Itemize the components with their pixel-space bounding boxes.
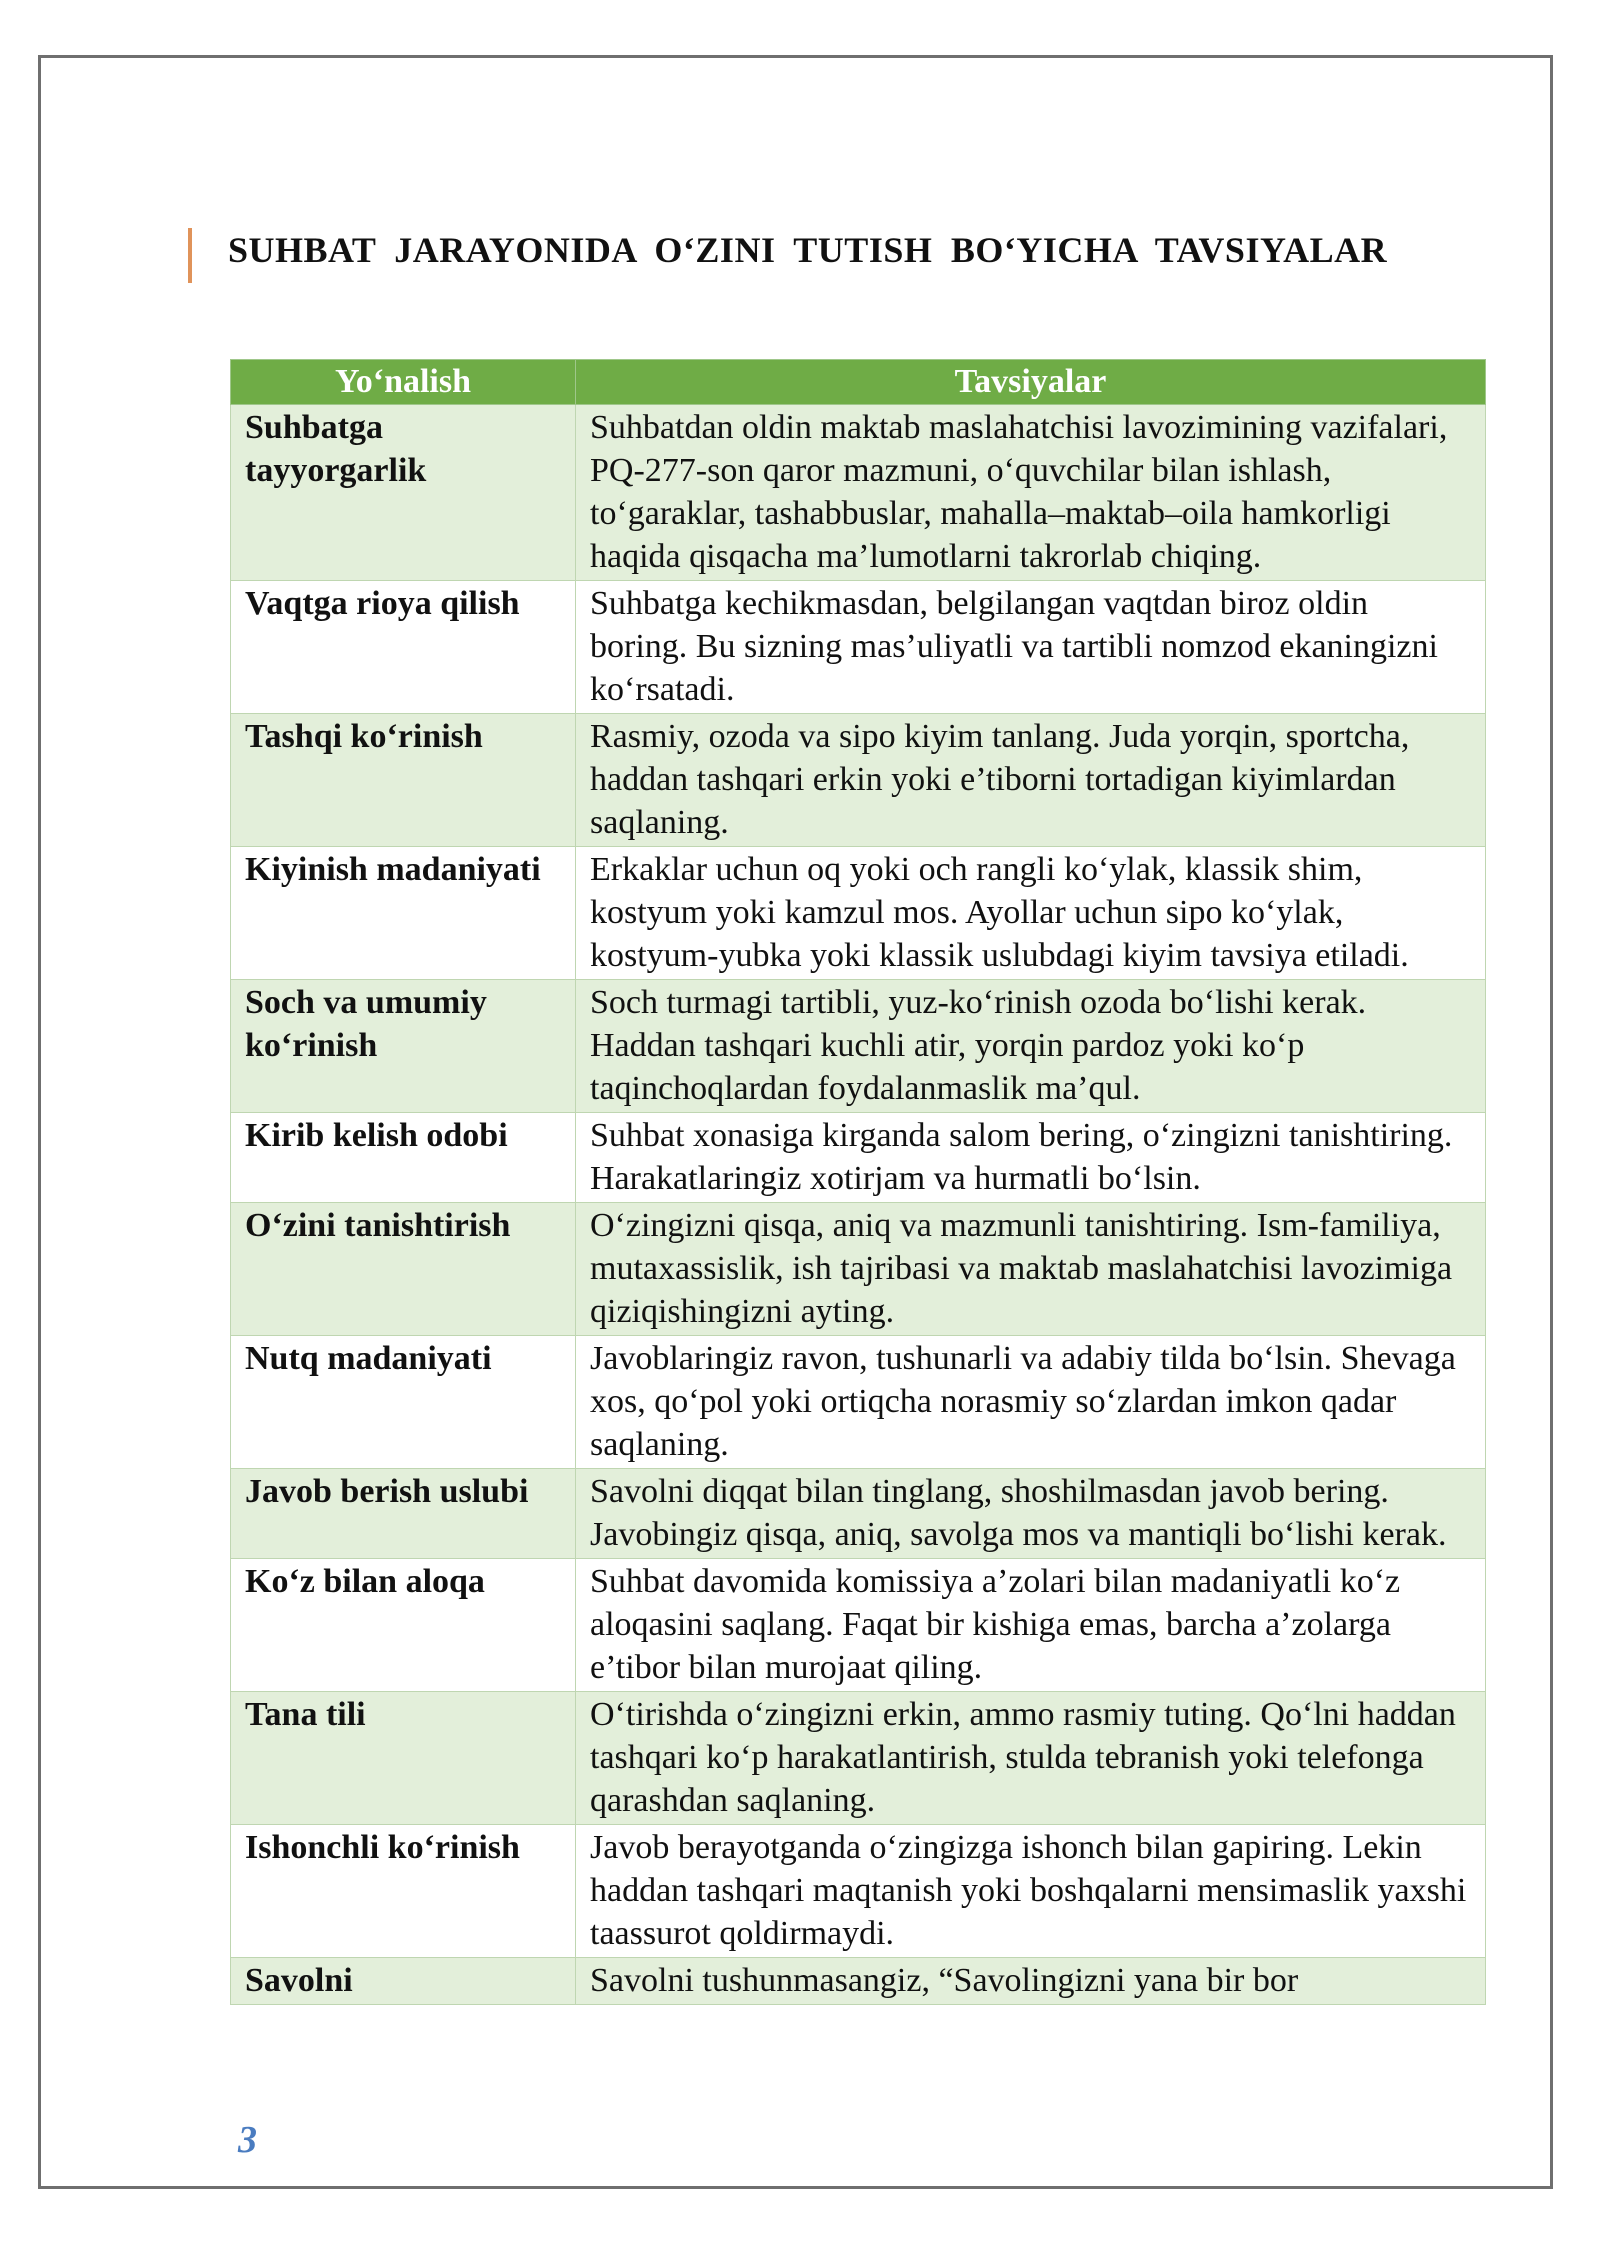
row-label: Soch va umumiy ko‘rinish [231, 980, 576, 1113]
row-label: Vaqtga rioya qilish [231, 581, 576, 714]
row-label: Tana tili [231, 1692, 576, 1825]
row-text: Savolni diqqat bilan tinglang, shoshilmasdan javob bering. Javobingiz qisqa, aniq, savolga mos va mantiqli bo‘lishi kerak. [576, 1469, 1486, 1559]
table-row [231, 1113, 1486, 1203]
row-text: O‘zingizni qisqa, aniq va mazmunli tanishtiring. Ism-familiya, mutaxassislik, ish tajribasi va maktab maslahatchisi lavozimiga qiziqishingizni ayting. [576, 1203, 1486, 1336]
row-label: Javob berish uslubi [231, 1469, 576, 1559]
row-label: Kiyinish madaniyati [231, 847, 576, 980]
column-header-recommendations: Tavsiyalar [576, 360, 1486, 405]
table-row [231, 1559, 1486, 1692]
row-text: Javoblaringiz ravon, tushunarli va adabiy tilda bo‘lsin. Shevaga xos, qo‘pol yoki ortiqcha norasmiy so‘zlardan imkon qadar saqlaning. [576, 1336, 1486, 1469]
row-text: Suhbat davomida komissiya a’zolari bilan madaniyatli ko‘z aloqasini saqlang. Faqat bir kishiga emas, barcha a’zolarga e’tibor bilan murojaat qiling. [576, 1559, 1486, 1692]
table-row [231, 1825, 1486, 1958]
table-row [231, 847, 1486, 980]
table-row [231, 980, 1486, 1113]
row-label: O‘zini tanishtirish [231, 1203, 576, 1336]
page-number: 3 [238, 2119, 257, 2161]
row-text: Savolni tushunmasangiz, “Savolingizni yana bir bor [576, 1958, 1486, 2005]
row-text: Suhbatga kechikmasdan, belgilangan vaqtdan biroz oldin boring. Bu sizning mas’uliyatli va tartibli nomzod ekaningizni ko‘rsatadi. [576, 581, 1486, 714]
row-text: Suhbat xonasiga kirganda salom bering, o‘zingizni tanishtiring. Harakatlaringiz xotirjam va hurmatli bo‘lsin. [576, 1113, 1486, 1203]
row-text: Rasmiy, ozoda va sipo kiyim tanlang. Juda yorqin, sportcha, haddan tashqari erkin yoki e’tiborni tortadigan kiyimlardan saqlaning. [576, 714, 1486, 847]
table-row [231, 1469, 1486, 1559]
table-row [231, 1692, 1486, 1825]
row-label: Tashqi ko‘rinish [231, 714, 576, 847]
row-label: Ishonchli ko‘rinish [231, 1825, 576, 1958]
row-label: Nutq madaniyati [231, 1336, 576, 1469]
row-label: Ko‘z bilan aloqa [231, 1559, 576, 1692]
row-text: Erkaklar uchun oq yoki och rangli ko‘ylak, klassik shim, kostyum yoki kamzul mos. Ayollar uchun sipo ko‘ylak, kostyum-yubka yoki klassik uslubdagi kiyim tavsiya etiladi. [576, 847, 1486, 980]
row-label: Savolni [231, 1958, 576, 2005]
row-text: Javob berayotganda o‘zingizga ishonch bilan gapiring. Lekin haddan tashqari maqtanish yoki boshqalarni mensimaslik yaxshi taassurot qoldirmaydi. [576, 1825, 1486, 1958]
row-label: Kirib kelish odobi [231, 1113, 576, 1203]
table-header-row [231, 360, 1486, 405]
row-label: Suhbatga tayyorgarlik [231, 405, 576, 581]
page-title: SUHBAT JARAYONIDA O‘ZINI TUTISH BO‘YICHA TAVSIYALAR [228, 230, 1388, 270]
table-row [231, 1336, 1486, 1469]
row-text: Suhbatdan oldin maktab maslahatchisi lavozimining vazifalari, PQ-277-son qaror mazmuni, o‘quvchilar bilan ishlash, to‘garaklar, tashabbuslar, mahalla–maktab–oila hamkorligi haqida qisqacha ma’lumotlarni takrorlab chiqing. [576, 405, 1486, 581]
recommendations-table [230, 359, 1486, 2005]
table-row [231, 1958, 1486, 2005]
row-text: Soch turmagi tartibli, yuz-ko‘rinish ozoda bo‘lishi kerak. Haddan tashqari kuchli atir, yorqin pardoz yoki ko‘p taqinchoqlardan foydalanmaslik ma’qul. [576, 980, 1486, 1113]
column-header-direction: Yo‘nalish [231, 360, 576, 405]
table-row [231, 1203, 1486, 1336]
row-text: O‘tirishda o‘zingizni erkin, ammo rasmiy tuting. Qo‘lni haddan tashqari ko‘p harakatlantirish, stulda tebranish yoki telefonga qarashdan saqlaning. [576, 1692, 1486, 1825]
table-row [231, 405, 1486, 581]
table-row [231, 714, 1486, 847]
title-accent-bar [188, 228, 192, 283]
table-row [231, 581, 1486, 714]
